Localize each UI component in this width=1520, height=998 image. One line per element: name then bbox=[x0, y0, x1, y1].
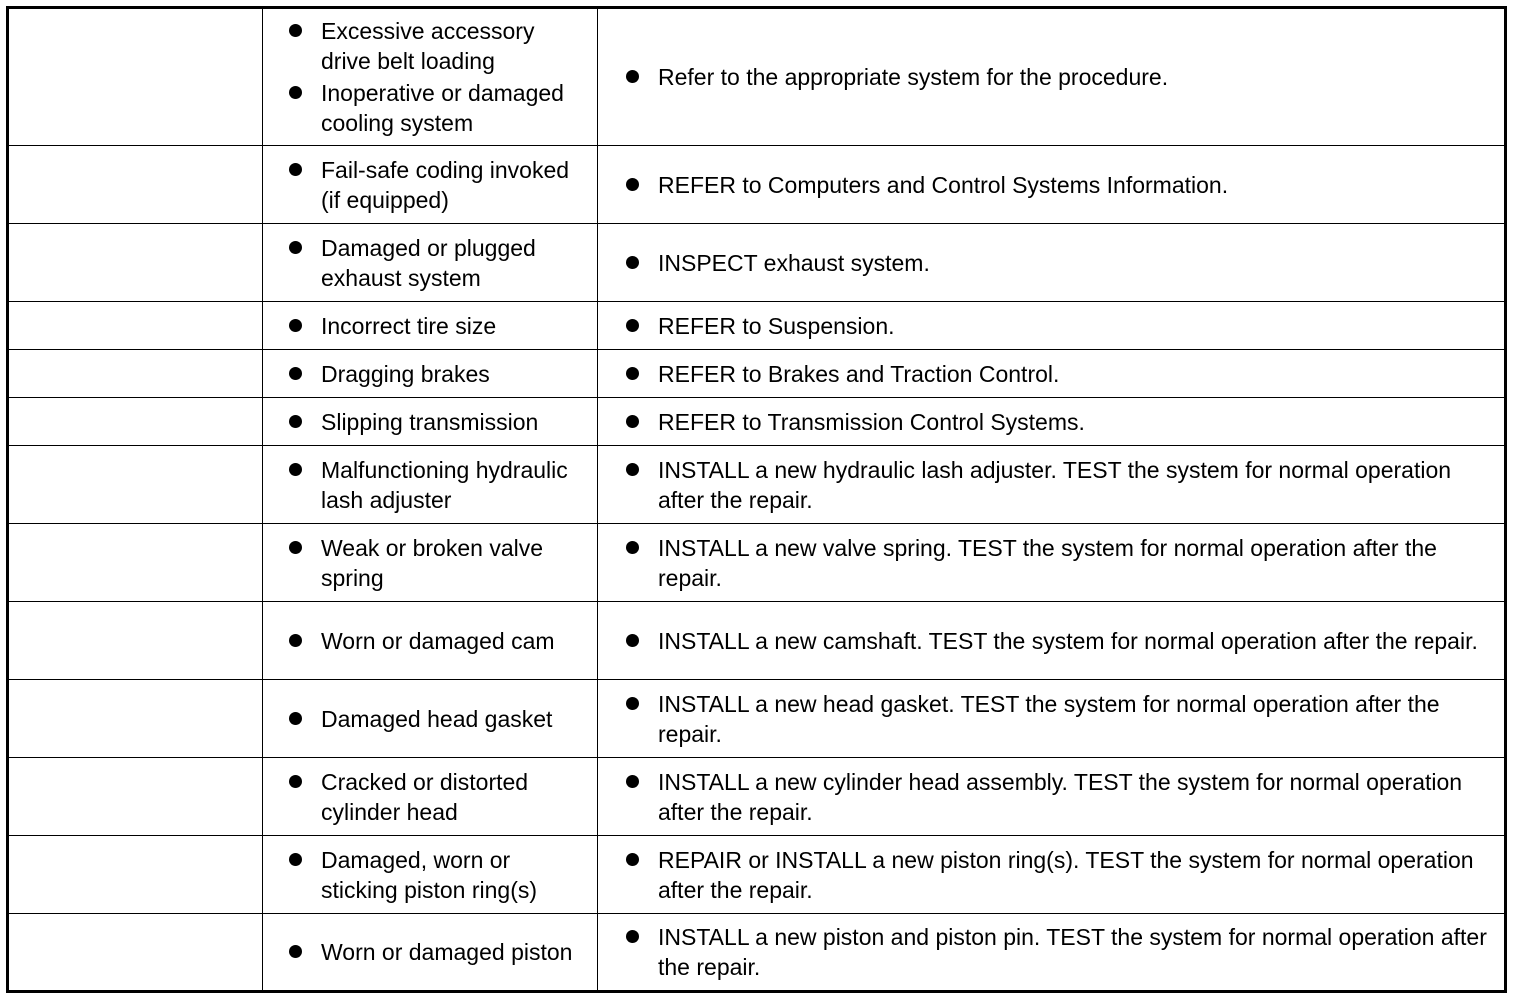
bullet-icon bbox=[289, 712, 302, 725]
action-item bbox=[624, 922, 1490, 982]
cause-list bbox=[287, 311, 587, 341]
table-row bbox=[8, 914, 1506, 992]
bullet-icon bbox=[289, 945, 302, 958]
bullet-icon bbox=[626, 415, 639, 428]
condition-cell bbox=[8, 836, 263, 914]
action-list bbox=[624, 407, 1490, 437]
bullet-icon bbox=[289, 634, 302, 647]
bullet-icon bbox=[289, 24, 302, 37]
action-list bbox=[624, 359, 1490, 389]
action-list bbox=[624, 311, 1490, 341]
table-row bbox=[8, 836, 1506, 914]
bullet-icon bbox=[626, 178, 639, 191]
cause-text: Damaged, worn or sticking piston ring(s) bbox=[321, 846, 538, 903]
cause-item bbox=[287, 16, 587, 76]
bullet-icon bbox=[626, 367, 639, 380]
cause-list bbox=[287, 937, 587, 967]
action-list bbox=[624, 767, 1490, 827]
action-cell bbox=[598, 398, 1506, 446]
bullet-icon bbox=[626, 256, 639, 269]
cause-item bbox=[287, 533, 587, 593]
action-cell bbox=[598, 836, 1506, 914]
action-text: REFER to Transmission Control Systems. bbox=[658, 408, 1085, 435]
action-text: INSTALL a new head gasket. TEST the system for normal operation after the repair. bbox=[658, 690, 1440, 747]
action-text: INSTALL a new valve spring. TEST the system for normal operation after the repair. bbox=[658, 534, 1437, 591]
cause-item bbox=[287, 233, 587, 293]
table-row bbox=[8, 602, 1506, 680]
condition-cell bbox=[8, 524, 263, 602]
condition-cell bbox=[8, 224, 263, 302]
cause-list bbox=[287, 407, 587, 437]
cause-cell bbox=[263, 146, 598, 224]
cause-text: Weak or broken valve spring bbox=[321, 534, 544, 591]
table-row bbox=[8, 8, 1506, 146]
action-cell bbox=[598, 446, 1506, 524]
action-item bbox=[624, 407, 1490, 437]
cause-text: Incorrect tire size bbox=[321, 312, 497, 339]
bullet-icon bbox=[626, 697, 639, 710]
bullet-icon bbox=[289, 541, 302, 554]
action-item bbox=[624, 170, 1490, 200]
action-item bbox=[624, 455, 1490, 515]
cause-cell bbox=[263, 602, 598, 680]
cause-cell bbox=[263, 8, 598, 146]
diagnosis-table-body bbox=[8, 8, 1506, 992]
action-cell bbox=[598, 8, 1506, 146]
action-item bbox=[624, 767, 1490, 827]
cause-text: Fail-safe coding invoked (if equipped) bbox=[321, 156, 570, 213]
action-cell bbox=[598, 302, 1506, 350]
table-row bbox=[8, 146, 1506, 224]
action-text: REPAIR or INSTALL a new piston ring(s). TEST the system for normal operation after the repair. bbox=[658, 846, 1474, 903]
cause-cell bbox=[263, 914, 598, 992]
action-text: INSTALL a new camshaft. TEST the system for normal operation after the repair. bbox=[658, 627, 1478, 654]
condition-cell bbox=[8, 602, 263, 680]
cause-cell bbox=[263, 302, 598, 350]
table-row bbox=[8, 302, 1506, 350]
cause-list bbox=[287, 155, 587, 215]
cause-list bbox=[287, 845, 587, 905]
condition-cell bbox=[8, 146, 263, 224]
bullet-icon bbox=[289, 319, 302, 332]
cause-item bbox=[287, 626, 587, 656]
cause-cell bbox=[263, 758, 598, 836]
action-list bbox=[624, 689, 1490, 749]
condition-cell bbox=[8, 8, 263, 146]
bullet-icon bbox=[626, 541, 639, 554]
cause-text: Damaged or plugged exhaust system bbox=[321, 234, 536, 291]
action-cell bbox=[598, 350, 1506, 398]
action-item bbox=[624, 311, 1490, 341]
table-row bbox=[8, 224, 1506, 302]
cause-item bbox=[287, 767, 587, 827]
condition-cell bbox=[8, 758, 263, 836]
cause-text: Excessive accessory drive belt loading bbox=[321, 18, 535, 74]
condition-cell bbox=[8, 350, 263, 398]
cause-list bbox=[287, 533, 587, 593]
action-list bbox=[624, 62, 1490, 92]
cause-list bbox=[287, 233, 587, 293]
action-item bbox=[624, 248, 1490, 278]
cause-item bbox=[287, 311, 587, 341]
cause-list bbox=[287, 704, 587, 734]
action-item bbox=[624, 533, 1490, 593]
cause-item bbox=[287, 155, 587, 215]
action-cell bbox=[598, 524, 1506, 602]
table-row bbox=[8, 446, 1506, 524]
bullet-icon bbox=[626, 463, 639, 476]
cause-list bbox=[287, 16, 587, 138]
cause-item bbox=[287, 704, 587, 734]
bullet-icon bbox=[289, 463, 302, 476]
cause-text: Worn or damaged cam bbox=[321, 627, 555, 654]
bullet-icon bbox=[626, 70, 639, 83]
cause-list bbox=[287, 626, 587, 656]
bullet-icon bbox=[289, 853, 302, 866]
action-item bbox=[624, 359, 1490, 389]
cause-item bbox=[287, 78, 587, 138]
bullet-icon bbox=[626, 930, 639, 943]
cause-cell bbox=[263, 398, 598, 446]
bullet-icon bbox=[626, 319, 639, 332]
action-cell bbox=[598, 914, 1506, 992]
condition-cell bbox=[8, 398, 263, 446]
condition-cell bbox=[8, 446, 263, 524]
cause-text: Malfunctioning hydraulic lash adjuster bbox=[321, 456, 568, 513]
bullet-icon bbox=[289, 367, 302, 380]
cause-text: Worn or damaged piston bbox=[321, 939, 573, 965]
action-item bbox=[624, 626, 1490, 656]
condition-cell bbox=[8, 914, 263, 992]
action-item bbox=[624, 62, 1490, 92]
bullet-icon bbox=[289, 775, 302, 788]
action-text: REFER to Suspension. bbox=[658, 312, 895, 339]
action-item bbox=[624, 845, 1490, 905]
action-text: Refer to the appropriate system for the procedure. bbox=[658, 64, 1169, 90]
table-row bbox=[8, 524, 1506, 602]
bullet-icon bbox=[626, 634, 639, 647]
cause-cell bbox=[263, 680, 598, 758]
cause-item bbox=[287, 359, 587, 389]
action-list bbox=[624, 845, 1490, 905]
action-list bbox=[624, 533, 1490, 593]
bullet-icon bbox=[626, 853, 639, 866]
bullet-icon bbox=[289, 163, 302, 176]
condition-cell bbox=[8, 302, 263, 350]
action-cell bbox=[598, 680, 1506, 758]
cause-item bbox=[287, 455, 587, 515]
cause-text: Inoperative or damaged cooling system bbox=[321, 80, 564, 136]
cause-cell bbox=[263, 524, 598, 602]
table-row bbox=[8, 758, 1506, 836]
action-list bbox=[624, 922, 1490, 982]
cause-cell bbox=[263, 446, 598, 524]
cause-cell bbox=[263, 350, 598, 398]
cause-item bbox=[287, 937, 587, 967]
action-text: REFER to Brakes and Traction Control. bbox=[658, 360, 1060, 387]
action-text: INSTALL a new piston and piston pin. TEST the system for normal operation after the repair. bbox=[658, 924, 1487, 980]
table-row bbox=[8, 398, 1506, 446]
condition-cell bbox=[8, 680, 263, 758]
action-list bbox=[624, 248, 1490, 278]
bullet-icon bbox=[289, 241, 302, 254]
action-text: REFER to Computers and Control Systems Information. bbox=[658, 171, 1229, 198]
action-list bbox=[624, 455, 1490, 515]
bullet-icon bbox=[289, 86, 302, 99]
cause-text: Slipping transmission bbox=[321, 408, 539, 435]
cause-list bbox=[287, 767, 587, 827]
cause-text: Damaged head gasket bbox=[321, 705, 553, 732]
action-list bbox=[624, 170, 1490, 200]
table-row bbox=[8, 350, 1506, 398]
cause-text: Dragging brakes bbox=[321, 360, 490, 387]
action-list bbox=[624, 626, 1490, 656]
action-item bbox=[624, 689, 1490, 749]
action-text: INSTALL a new hydraulic lash adjuster. TEST the system for normal operation after the repair. bbox=[658, 456, 1452, 513]
action-cell bbox=[598, 602, 1506, 680]
action-cell bbox=[598, 758, 1506, 836]
cause-text: Cracked or distorted cylinder head bbox=[321, 768, 529, 825]
cause-cell bbox=[263, 836, 598, 914]
cause-list bbox=[287, 359, 587, 389]
action-text: INSTALL a new cylinder head assembly. TEST the system for normal operation after the repair. bbox=[658, 768, 1463, 825]
cause-cell bbox=[263, 224, 598, 302]
cause-item bbox=[287, 845, 587, 905]
diagnosis-table bbox=[6, 6, 1507, 993]
table-row bbox=[8, 680, 1506, 758]
bullet-icon bbox=[289, 415, 302, 428]
action-text: INSPECT exhaust system. bbox=[658, 249, 930, 276]
cause-list bbox=[287, 455, 587, 515]
cause-item bbox=[287, 407, 587, 437]
bullet-icon bbox=[626, 775, 639, 788]
action-cell bbox=[598, 146, 1506, 224]
action-cell bbox=[598, 224, 1506, 302]
